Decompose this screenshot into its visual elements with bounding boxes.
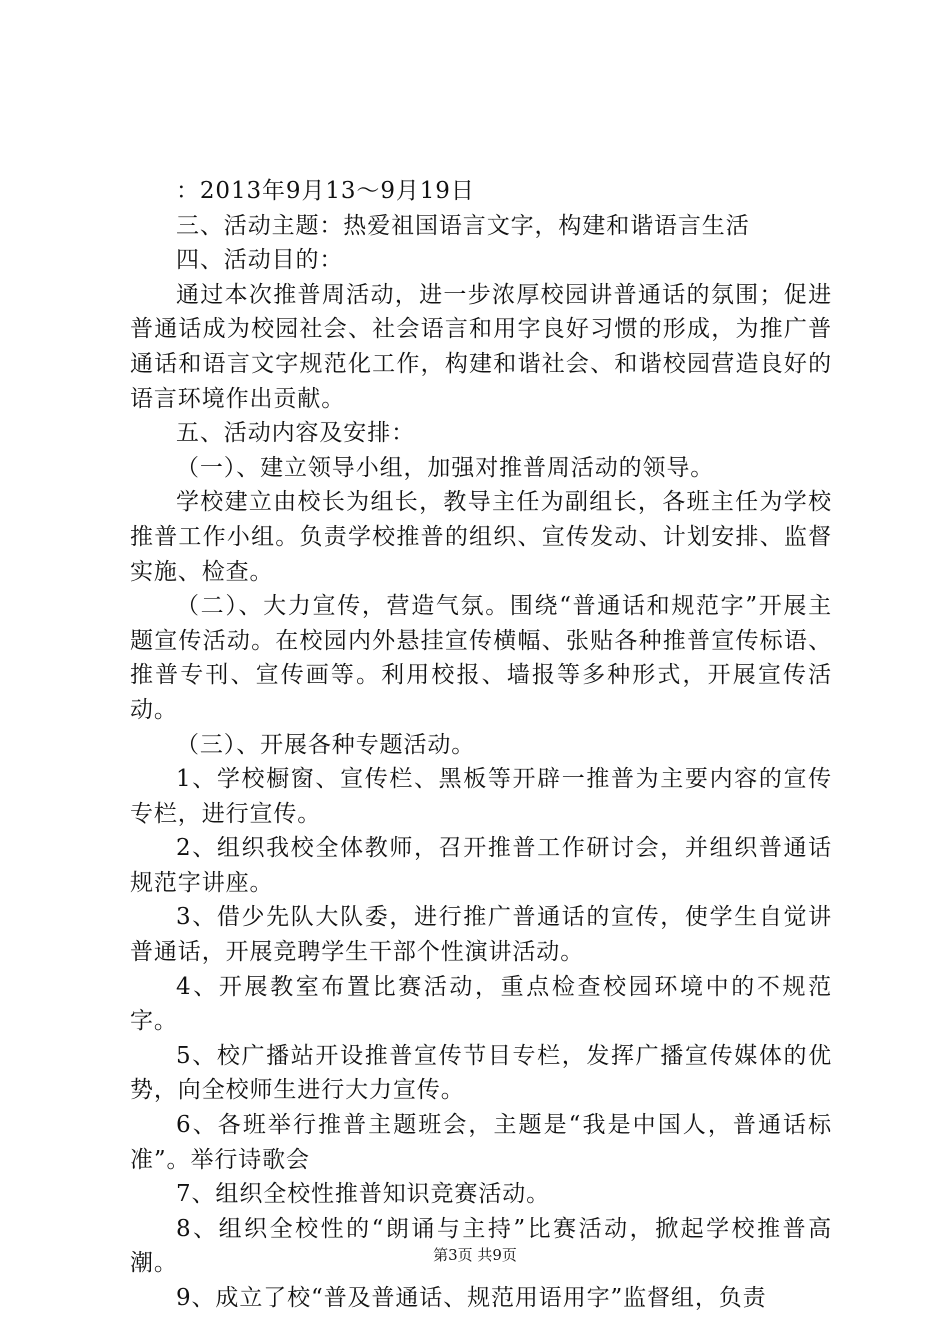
list-item-5: 5、校广播站开设推普宣传节目专栏，发挥广播宣传媒体的优势，向全校师生进行大力宣传。 (130, 1042, 832, 1104)
paragraph-section-1-body: 学校建立由校长为组长，教导主任为副组长，各班主任为学校推普工作小组。负责学校推普的组织、宣传发动、计划安排、监督实施、检查。 (130, 489, 832, 585)
paragraph-content-heading: 五、活动内容及安排： (176, 420, 415, 447)
list-item-6: 6、各班举行推普主题班会，主题是“我是中国人，普通话标准”。举行诗歌会 (130, 1112, 832, 1173)
paragraph-purpose-heading: 四、活动目的： (176, 247, 344, 274)
paragraph-purpose-body: 通过本次推普周活动，进一步浓厚校园讲普通话的氛围；促进普通话成为校园社会、社会语言和用字良好习惯的形成，为推广普通话和语言文字规范化工作，构建和谐社会、和谐校园营造良好的语言环境作出贡献。 (130, 281, 832, 412)
page-number: 第3页 共9页 (433, 1246, 517, 1264)
paragraph-theme-heading: 三、活动主题：热爱祖国语言文字，构建和谐语言生活 (176, 212, 750, 239)
list-item-3: 3、借少先队大队委，进行推广普通话的宣传，使学生自觉讲普通话，开展竞聘学生干部个性演讲活动。 (130, 904, 832, 966)
paragraph-section-1-heading: （一）、建立领导小组，加强对推普周活动的领导。 (176, 454, 715, 481)
document-body (130, 174, 832, 1316)
list-item-1: 1、学校橱窗、宣传栏、黑板等开辟一推普为主要内容的宣传专栏，进行宣传。 (130, 766, 832, 827)
list-item-9: 9、成立了校“普及普通话、规范用语用字”监督组，负责 (176, 1285, 767, 1311)
list-item-8: 8、组织全校性的“朗诵与主持”比赛活动，掀起学校推普高潮。 (130, 1215, 832, 1277)
paragraph-section-2: （二）、大力宣传，营造气氛。围绕“普通话和规范字”开展主题宣传活动。在校园内外悬挂宣传横幅、张贴各种推普宣传标语、推普专刊、宣传画等。利用校报、墙报等多种形式，开展宣传活动。 (130, 593, 832, 723)
list-item-2: 2、组织我校全体教师，召开推普工作研讨会，并组织普通话规范字讲座。 (130, 835, 832, 896)
list-item-4: 4、开展教室布置比赛活动，重点检查校园环境中的不规范字。 (130, 973, 832, 1035)
list-item-7: 7、组织全校性推普知识竞赛活动。 (176, 1181, 551, 1208)
paragraph-date: ：2013年9月13～9月19日 (176, 178, 475, 204)
paragraph-section-3-heading: （三）、开展各种专题活动。 (176, 731, 476, 758)
